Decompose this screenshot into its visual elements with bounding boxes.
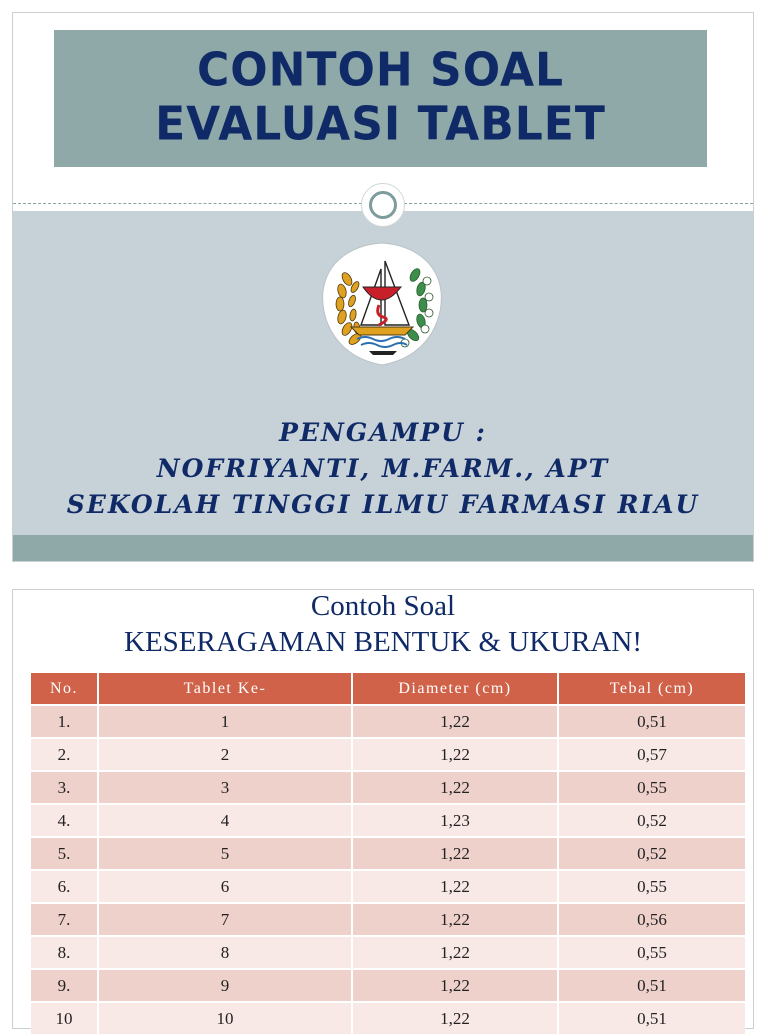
cell-no: 5. <box>31 837 98 870</box>
title-line-2: EVALUASI TABLET <box>155 97 606 152</box>
column-header-diameter: Diameter (cm) <box>352 673 558 705</box>
title-line-1: CONTOH SOAL <box>196 43 565 98</box>
cell-no: 1. <box>31 705 98 738</box>
cell-thickness: 0,57 <box>558 738 745 771</box>
cell-no: 8. <box>31 936 98 969</box>
cell-tablet: 5 <box>98 837 352 870</box>
cell-tablet: 2 <box>98 738 352 771</box>
cell-thickness: 0,51 <box>558 1002 745 1034</box>
data-slide-title <box>13 590 753 662</box>
credit-label: PENGAMPU : <box>279 418 487 447</box>
cell-diameter: 1,22 <box>352 903 558 936</box>
cell-tablet: 9 <box>98 969 352 1002</box>
cell-no: 2. <box>31 738 98 771</box>
cell-thickness: 0,55 <box>558 771 745 804</box>
cell-diameter: 1,22 <box>352 1002 558 1034</box>
cell-thickness: 0,56 <box>558 903 745 936</box>
table-row <box>31 870 745 903</box>
table-row <box>31 771 745 804</box>
ring-ornament-icon <box>361 183 405 227</box>
table-row <box>31 738 745 771</box>
cell-diameter: 1,22 <box>352 870 558 903</box>
cell-thickness: 0,52 <box>558 837 745 870</box>
cell-tablet: 7 <box>98 903 352 936</box>
credits-block <box>13 415 753 523</box>
cell-tablet: 3 <box>98 771 352 804</box>
cell-thickness: 0,55 <box>558 870 745 903</box>
column-header-thickness: Tebal (cm) <box>558 673 745 705</box>
cell-diameter: 1,23 <box>352 804 558 837</box>
column-header-no: No. <box>31 673 98 705</box>
cell-tablet: 8 <box>98 936 352 969</box>
cell-no: 7. <box>31 903 98 936</box>
cell-no: 9. <box>31 969 98 1002</box>
table-row <box>31 705 745 738</box>
slide-heading: Contoh Soal <box>310 590 456 622</box>
title-banner <box>54 30 707 167</box>
data-slide <box>12 589 754 1029</box>
table-row <box>31 936 745 969</box>
cell-thickness: 0,55 <box>558 936 745 969</box>
cell-diameter: 1,22 <box>352 969 558 1002</box>
table-row <box>31 969 745 1002</box>
measurement-table <box>31 673 745 1034</box>
lecturer-name: NOFRIYANTI, M.FARM., APT <box>156 454 610 483</box>
title-slide <box>12 12 754 562</box>
cell-diameter: 1,22 <box>352 936 558 969</box>
cell-tablet: 10 <box>98 1002 352 1034</box>
cell-tablet: 6 <box>98 870 352 903</box>
slide-subheading: KESERAGAMAN BENTUK & UKURAN! <box>124 626 642 658</box>
bottom-strip <box>13 535 753 561</box>
cell-thickness: 0,51 <box>558 705 745 738</box>
cell-tablet: 1 <box>98 705 352 738</box>
table-row <box>31 804 745 837</box>
table-row <box>31 837 745 870</box>
cell-no: 4. <box>31 804 98 837</box>
cell-no: 6. <box>31 870 98 903</box>
column-header-tablet: Tablet Ke- <box>98 673 352 705</box>
cell-diameter: 1,22 <box>352 771 558 804</box>
cell-diameter: 1,22 <box>352 837 558 870</box>
table-row <box>31 1002 745 1034</box>
institution-logo-icon <box>317 239 447 369</box>
table-row <box>31 903 745 936</box>
institution-name: SEKOLAH TINGGI ILMU FARMASI RIAU <box>66 490 700 519</box>
cell-no: 10 <box>31 1002 98 1034</box>
cell-thickness: 0,52 <box>558 804 745 837</box>
cell-no: 3. <box>31 771 98 804</box>
cell-thickness: 0,51 <box>558 969 745 1002</box>
cell-diameter: 1,22 <box>352 705 558 738</box>
cell-tablet: 4 <box>98 804 352 837</box>
cell-diameter: 1,22 <box>352 738 558 771</box>
table-header-row <box>31 673 745 705</box>
